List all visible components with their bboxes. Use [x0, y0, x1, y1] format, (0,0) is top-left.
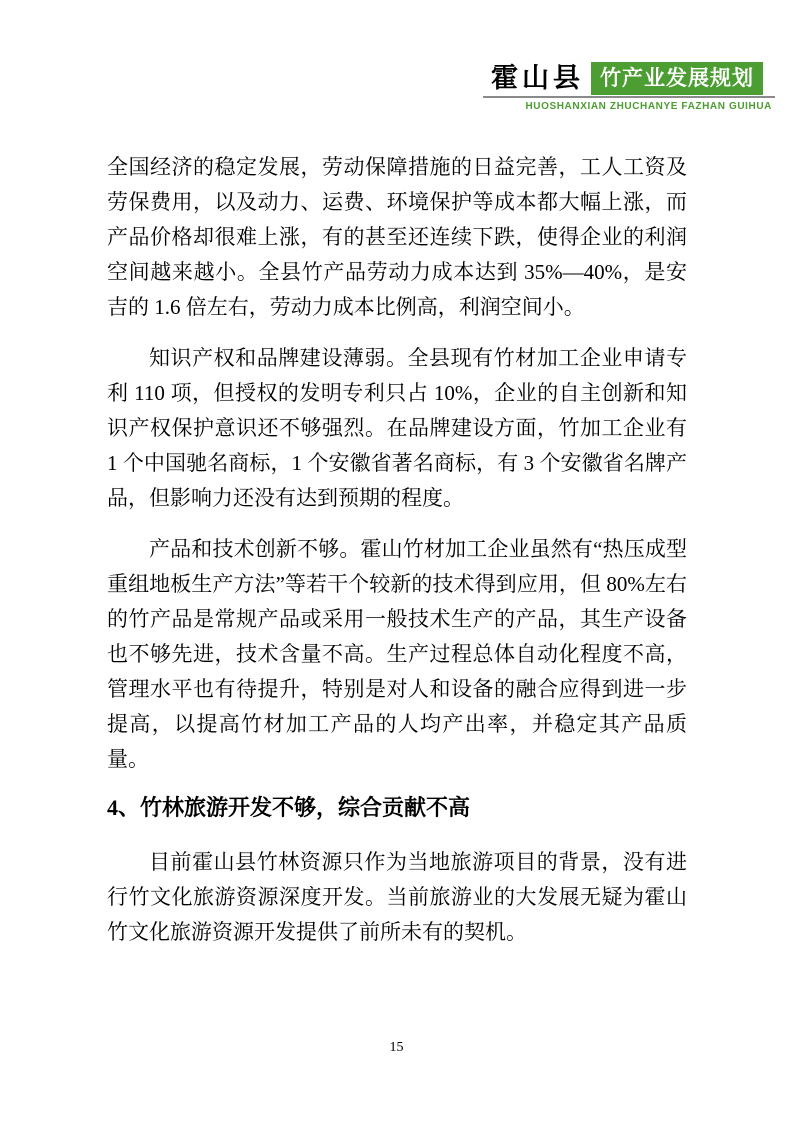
county-name: 霍山县	[491, 63, 584, 93]
body-paragraph-2: 知识产权和品牌建设薄弱。全县现有竹材加工企业申请专利 110 项，但授权的发明专利只占 10%，企业的自主创新和知识产权保护意识还不够强烈。在品牌建设方面，竹加工企业有 1 个中国驰名商标，1 个安徽省著名商标，有 3 个安徽省名牌产品，但影响力还没有达到预期的程度。	[107, 346, 687, 510]
header-subtitle-pinyin: HUOSHANXIAN ZHUCHANYE FAZHAN GUIHUA	[525, 101, 772, 112]
page-header	[0, 0, 793, 120]
document-title-badge: 竹产业发展规划	[591, 62, 763, 95]
body-paragraph-4: 目前霍山县竹林资源只作为当地旅游项目的背景，没有进行竹文化旅游资源深度开发。当前旅游业的大发展无疑为霍山竹文化旅游资源开发提供了前所未有的契机。	[107, 850, 687, 944]
document-body	[107, 150, 687, 966]
section-heading: 4、竹林旅游开发不够，综合贡献不高	[107, 795, 471, 820]
body-paragraph-1: 全国经济的稳定发展，劳动保障措施的日益完善，工人工资及劳保费用，以及动力、运费、环境保护等成本都大幅上涨，而产品价格却很难上涨，有的甚至还连续下跌，使得企业的利润空间越来越小。全县竹产品劳动力成本达到 35%—40%，是安吉的 1.6 倍左右，劳动力成本比例高，利润空间小。	[107, 155, 687, 319]
header-title-row	[491, 62, 763, 95]
header-rule	[483, 96, 775, 98]
body-paragraph-3: 产品和技术创新不够。霍山竹材加工企业虽然有“热压成型重组地板生产方法”等若干个较新的技术得到应用，但 80%左右的竹产品是常规产品或采用一般技术生产的产品，其生产设备也不够先进，技术含量不高。生产过程总体自动化程度不高，管理水平也有待提升，特别是对人和设备的融合应得到进一步提高，以提高竹材加工产品的人均产出率，并稳定其产品质量。	[107, 537, 687, 771]
page-number: 15	[389, 1040, 404, 1055]
